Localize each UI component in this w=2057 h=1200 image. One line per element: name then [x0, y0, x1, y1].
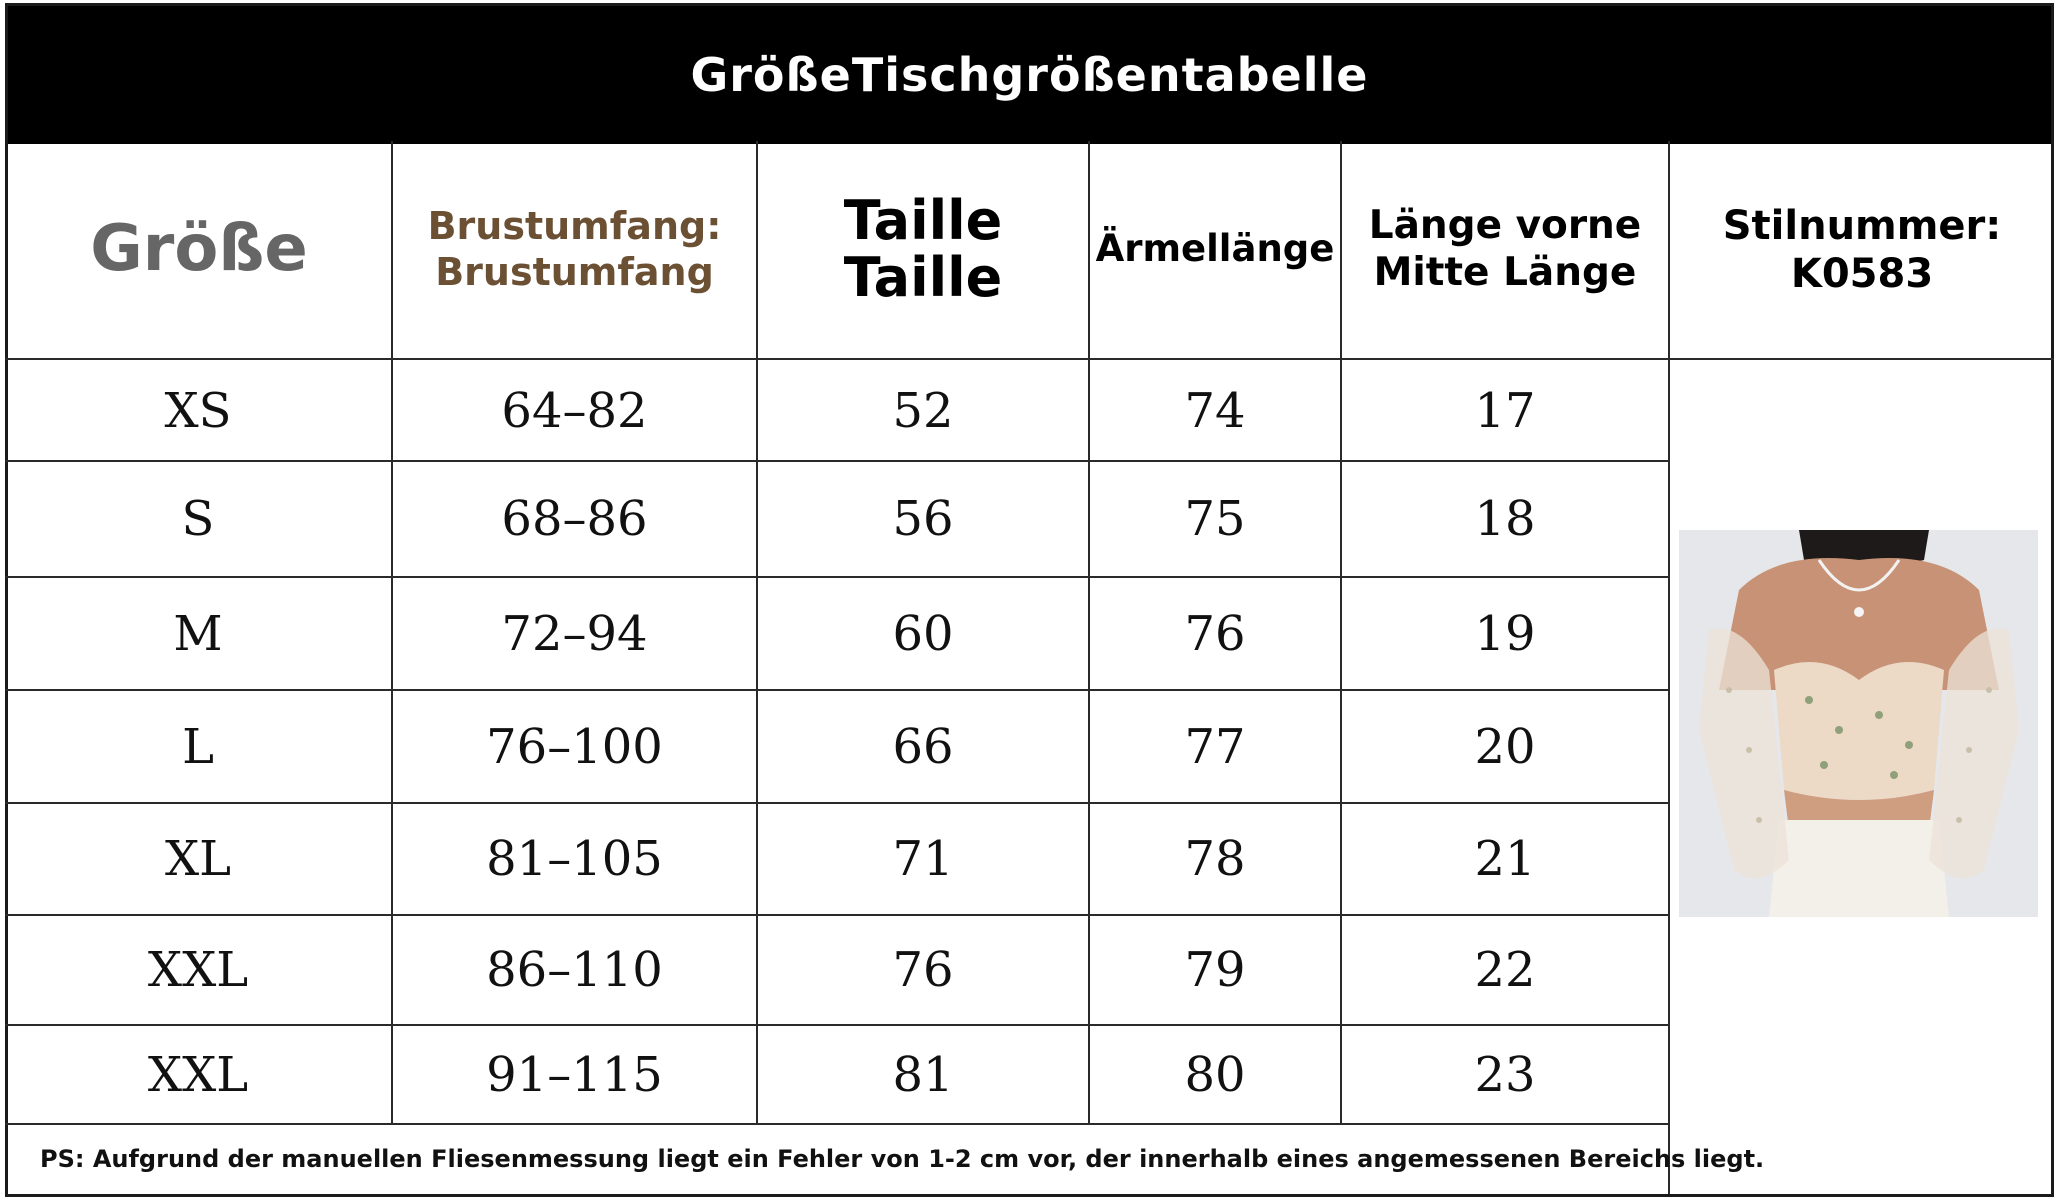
cell-length: 19 — [1474, 605, 1536, 662]
cell-bust: 76–100 — [486, 718, 663, 775]
cell-size: L — [182, 718, 214, 775]
header-bust-line2: Brustumfang — [435, 249, 714, 294]
cell-size: XL — [164, 831, 232, 887]
cell-size: XS — [164, 382, 232, 439]
cell-sleeve: 76 — [1184, 605, 1246, 662]
header-waist — [758, 141, 1088, 358]
cell-bust: 72–94 — [501, 605, 648, 662]
cell-bust: 81–105 — [486, 831, 663, 887]
cell-waist: 71 — [892, 831, 954, 887]
cell-length: 23 — [1474, 1046, 1536, 1103]
style-number-label: Stilnummer: — [1722, 202, 2002, 249]
cell-bust: 64–82 — [501, 382, 648, 439]
cell-waist: 56 — [892, 491, 954, 547]
measurement-footnote: PS: Aufgrund der manuellen Fliesenmessung liegt ein Fehler von 1-2 cm vor, der innerhalb eines angemessenen Bereichs liegt. — [40, 1145, 1765, 1173]
cell-waist: 76 — [892, 942, 954, 998]
header-length-line1: Länge vorne — [1368, 202, 1642, 248]
cell-sleeve: 78 — [1184, 831, 1246, 887]
grid-line — [5, 358, 2054, 360]
header-waist-line2: Taille — [843, 245, 1003, 309]
header-size — [5, 141, 393, 358]
cell-sleeve: 75 — [1184, 491, 1246, 547]
cell-sleeve: 77 — [1184, 718, 1246, 775]
product-photo — [1679, 530, 2038, 917]
cell-length: 22 — [1474, 942, 1536, 998]
cell-waist: 52 — [892, 382, 954, 439]
header-sleeve-label: Ärmellänge — [1095, 227, 1335, 271]
title-bar — [8, 6, 2051, 144]
cell-length: 17 — [1474, 382, 1536, 439]
header-bust — [393, 141, 756, 358]
cell-waist: 66 — [892, 718, 954, 775]
grid-line — [5, 1123, 1670, 1125]
style-number-value: K0583 — [1790, 250, 1934, 297]
header-waist-line1: Taille — [843, 188, 1003, 252]
cell-sleeve: 79 — [1184, 942, 1246, 998]
cell-length: 20 — [1474, 718, 1536, 775]
cell-size: XXL — [147, 1046, 249, 1103]
cell-length: 21 — [1474, 831, 1536, 887]
header-length-line2: Mitte Länge — [1373, 249, 1637, 295]
cell-waist: 60 — [892, 605, 954, 662]
header-size-label: Größe — [90, 212, 308, 287]
cell-size: S — [181, 491, 215, 547]
cell-bust: 68–86 — [501, 491, 648, 547]
header-length — [1342, 141, 1668, 358]
chart-title: GrößeTischgrößentabelle — [690, 48, 1369, 102]
header-style-number — [1670, 141, 2054, 358]
cell-sleeve: 80 — [1184, 1046, 1246, 1103]
cell-size: M — [173, 605, 223, 662]
cell-size: XXL — [147, 942, 249, 998]
cell-sleeve: 74 — [1184, 382, 1246, 439]
cell-bust: 91–115 — [486, 1046, 663, 1103]
cell-length: 18 — [1474, 491, 1536, 547]
cell-waist: 81 — [892, 1046, 954, 1103]
header-sleeve — [1090, 141, 1340, 358]
header-bust-line1: Brustumfang: — [427, 203, 722, 248]
cell-bust: 86–110 — [486, 942, 663, 998]
